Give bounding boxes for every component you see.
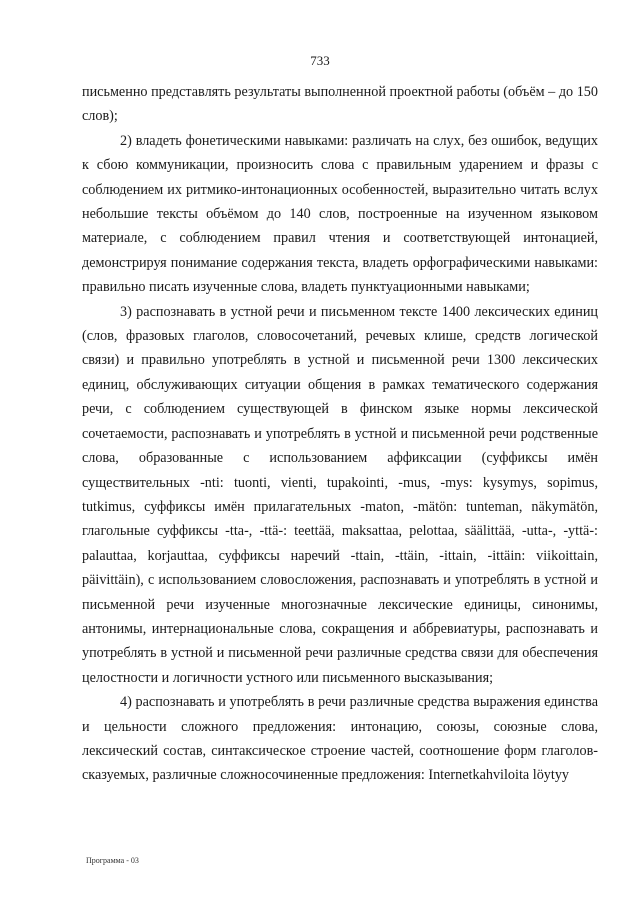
paragraph-phonetic-skills: 2) владеть фонетическими навыками: различать на слух, без ошибок, ведущих к сбою коммуникации, произносить слова с правильным ударением и фразы с соблюдением их ритмико-интонационных особенностей, выразительно читать вслух небольшие тексты объёмом до 140 слов, построенные на изученном языковом материале, с соблюдением правил чтения и соответствующей интонацией, демонстрируя понимание содержания текста, владеть орфографическими навыками: правильно писать изученные слова, владеть пунктуационными навыками;	[82, 132, 598, 296]
page-number: 733	[310, 53, 330, 68]
paragraph-lexical-units: 3) распознавать в устной речи и письменном тексте 1400 лексических единиц (слов, фразовых глаголов, словосочетаний, речевых клише, средств логической связи) и правильно употреблять в устной и письменной речи 1300 лексических единиц, обслуживающих ситуации общения в рамках тематического содержания речи, с соблюдением существующей в финском языке нормы лексической сочетаемости, распознавать и употреблять в устной и письменной речи родственные слова, образованные с использованием аффиксации (суффиксы имён существительных -nti: tuonti, vienti, tupakointi, -mus, -mys: kysymys, sopimus, tutkimus, суффиксы имён прилагательных -maton, -mätön: tunteman, näkymätön, глагольные суффиксы -tta-, -ttä-: teettää, maksattaa, pelottaa, säälittää, -utta-, -yttä-: palauttaa, korjauttaa, суффиксы наречий -ttain, -ttäin, -ittain, -ittäin: viikoittain, päivittäin), с использованием словосложения, распознавать и употреблять в устной и письменной речи изученные многозначные лексические единицы, синонимы, антонимы, интернациональные слова, сокращения и аббревиатуры, распознавать и употреблять в устной и письменной речи различные средства связи для обеспечения целостности и логичности устного или письменного высказывания;	[82, 303, 598, 686]
page-footer: Программа - 03	[86, 856, 139, 865]
paragraph-complex-sentence: 4) распознавать и употреблять в речи различные средства выражения единства и цельности сложного предложения: интонацию, союзы, союзные слова, лексический состав, синтаксическое строение частей, соотношение форм глаголов-сказуемых, различные сложносочиненные предложения: Internetkahviloita löytyy	[82, 694, 598, 784]
body-text	[82, 80, 598, 788]
paragraph-continuation: письменно представлять результаты выполненной проектной работы (объём – до 150 слов);	[82, 84, 598, 125]
